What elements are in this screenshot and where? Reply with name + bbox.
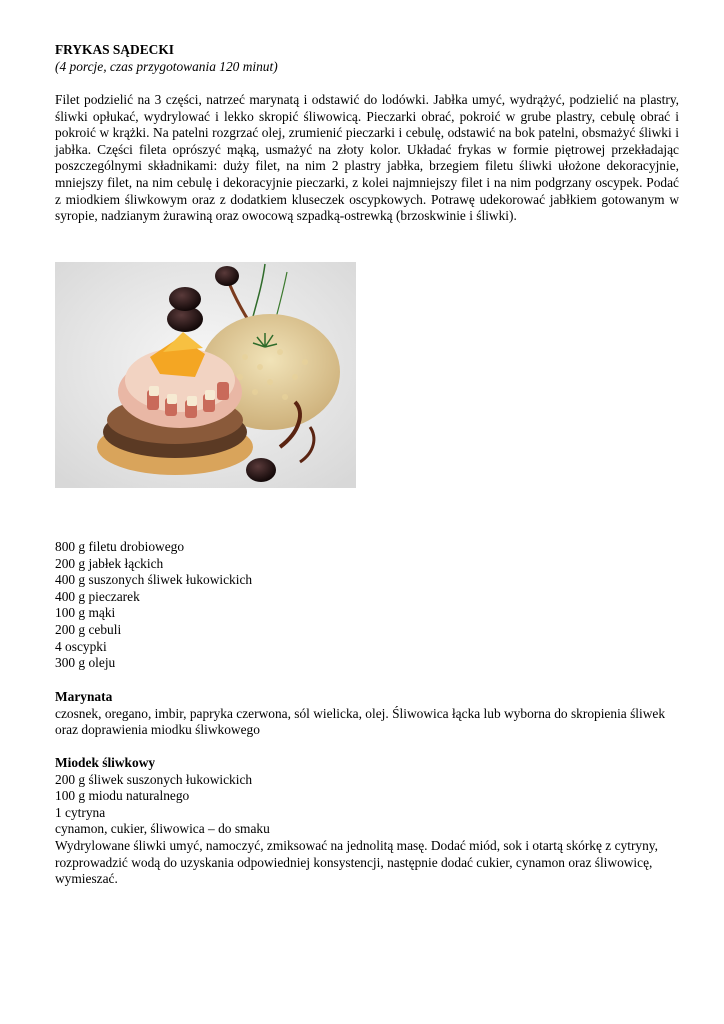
ingredient-item: 100 g mąki <box>55 605 116 621</box>
ingredient-item: 300 g oleju <box>55 655 116 671</box>
plum-honey-line: 100 g miodu naturalnego <box>55 788 190 804</box>
dish-photo <box>55 262 356 488</box>
marinade-text: czosnek, oregano, imbir, papryka czerwona, sól wielicka, olej. Śliwowica łącka lub wyborna do skropienia śliwek oraz doprawienia miodku śliwkowego <box>55 705 666 738</box>
plum-honey-line: 200 g śliwek suszonych łukowickich <box>55 771 253 787</box>
plum-honey-heading: Miodek śliwkowy <box>55 755 156 770</box>
recipe-instructions: Filet podzielić na 3 części, natrzeć marynatą i odstawić do lodówki. Jabłka umyć, wydrążyć, podzielić na plastry, śliwki opłukać, wydrylować i lekko skropić śliwowicą. Pieczarki obrać, pokroić w grube plastry, cebulę obrać i pokroić w krążki. Na patelni rozgrzać olej, zrumienić pieczarki i cebulę, odstawić na bok patelni, obsmażyć śliwki i jabłka. Części fileta oprószyć mąką, usmażyć na złoty kolor. Układać frykas w formie piętrowej przekładając poszczególnymi składnikami: duży filet, na nim 2 plastry jabłka, brzegiem filetu śliwki ułożone dekoracyjnie, mniejszy filet, na nim cebulę i dekoracyjnie pieczarki, z kolei najmniejszy filet i na nim podgrzany oscypek. Podać z miodkiem śliwkowym oraz z dodatkiem kluseczek oscypkowych. Potrawę udekorować jabłkiem gotowanym w syropie, nadzianym żurawiną oraz owocową szpadką-ostrewką (brzoskwinie i śliwki). <box>55 92 679 224</box>
dish-photo-illustration <box>55 262 356 488</box>
plum-honey-line: cynamon, cukier, śliwowica – do smaku <box>55 821 270 837</box>
ingredient-item: 400 g pieczarek <box>55 588 140 604</box>
ingredients-list <box>55 539 679 672</box>
ingredient-item: 200 g cebuli <box>55 621 122 637</box>
marinade-section <box>55 689 679 739</box>
plum-honey-section <box>55 755 679 888</box>
recipe-subtitle: (4 porcje, czas przygotowania 120 minut) <box>55 58 278 74</box>
ingredient-item: 200 g jabłek łąckich <box>55 555 164 571</box>
plum-honey-method: Wydrylowane śliwki umyć, namoczyć, zmiksować na jednolitą masę. Dodać miód, sok i otartą skórkę z cytryny, rozprowadzić wodą do uzyskania odpowiedniej konsystencji, następnie dodać cukier, cynamon oraz śliwowicę, wymieszać. <box>55 837 658 887</box>
ingredient-item: 400 g suszonych śliwek łukowickich <box>55 572 253 588</box>
recipe-title: FRYKAS SĄDECKI <box>55 42 174 57</box>
ingredient-item: 4 oscypki <box>55 638 107 654</box>
plum-honey-line: 1 cytryna <box>55 804 106 820</box>
recipe-header <box>55 42 679 75</box>
ingredient-item: 800 g filetu drobiowego <box>55 539 185 554</box>
marinade-heading: Marynata <box>55 689 113 704</box>
